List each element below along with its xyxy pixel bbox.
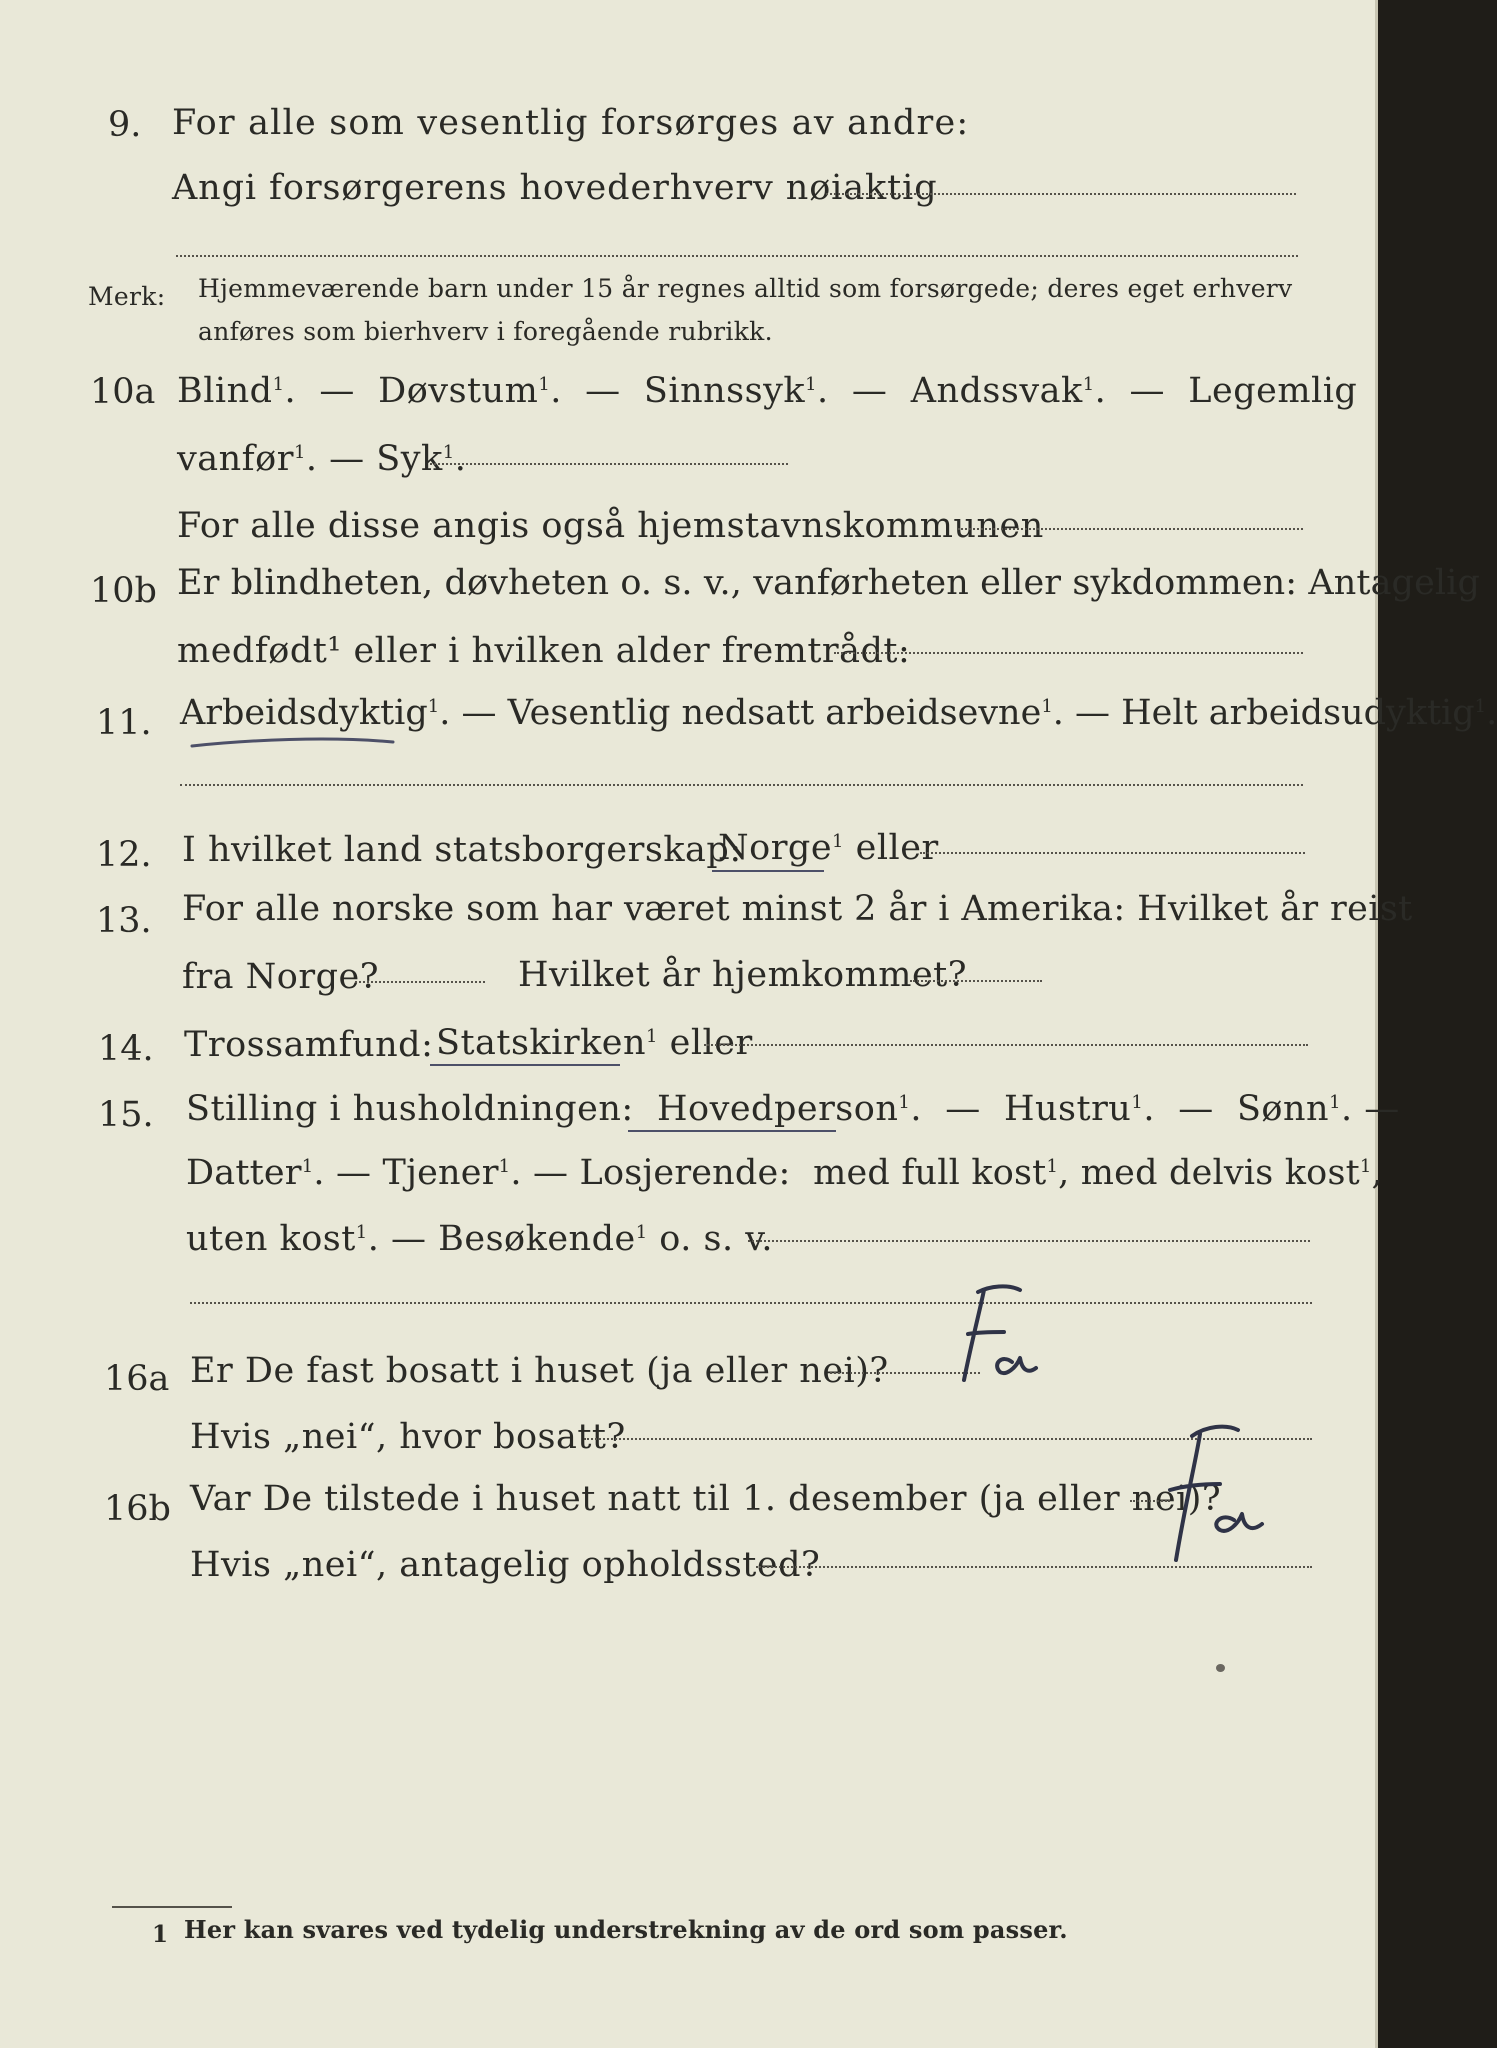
- q10b-line2: medfødt¹ eller i hvilken alder fremtrådt:: [177, 631, 911, 671]
- opt-udyktig: Helt arbeidsudyktig: [1121, 693, 1475, 733]
- q13-reist-line: [355, 981, 485, 983]
- q15-extra-line: [190, 1302, 1312, 1304]
- opt-dovstum: Døvstum: [378, 371, 539, 411]
- q14-answer-row: Statskirken$^1$ eller: [436, 1023, 753, 1063]
- q13-line2b: Hvilket år hjemkommet?: [518, 955, 968, 995]
- q9-answer-line: [826, 193, 1296, 195]
- q16a-handwritten-answer: [920, 1280, 1060, 1410]
- footnote-text: Her kan svares ved tydelig understrekning av de ord som passer.: [184, 1915, 1068, 1944]
- q10b-line1: Er blindheten, døvheten o. s. v., vanførheten eller sykdommen: Antagelig: [177, 563, 1480, 603]
- merk-line1: Hjemmeværende barn under 15 år regnes alltid som forsørgede; deres eget erhverv: [198, 274, 1293, 303]
- q16a-line2: Hvis „nei“, hvor bosatt?: [190, 1417, 626, 1457]
- opt-hovedperson: Hovedperson: [656, 1089, 899, 1129]
- opt-vanfor: vanfør: [177, 439, 294, 479]
- q9-line1: For alle som vesentlig forsørges av andre:: [172, 103, 970, 143]
- q12-text: I hvilket land statsborgerskap:: [182, 830, 742, 870]
- footnote-rule: [112, 1906, 232, 1908]
- opt-meddelvis: med delvis kost: [1080, 1153, 1360, 1193]
- footnote-mark: 1: [152, 1921, 169, 1948]
- opt-syk: Syk: [376, 439, 443, 479]
- q10b-number: 10b: [90, 571, 157, 611]
- ink-spot: [1216, 1664, 1225, 1672]
- opt-arbeidsdyktig: Arbeidsdyktig: [180, 693, 428, 733]
- q15-answer-line: [748, 1240, 1310, 1242]
- q16a-line1: Er De fast bosatt i huset (ja eller nei)?: [190, 1351, 889, 1391]
- q12-eller: eller: [855, 828, 939, 868]
- q14-text: Trossamfund:: [184, 1025, 434, 1065]
- q11-row: Arbeidsdyktig$^1$. — Vesentlig nedsatt arbeidsevne$^1$. — Helt arbeidsudyktig$^1$.: [180, 693, 1497, 733]
- opt-sonn: Sønn: [1236, 1089, 1330, 1129]
- opt-andssvak: Andssvak: [910, 371, 1083, 411]
- opt-losjerende: Losjerende:: [579, 1153, 791, 1193]
- q10b-answer-line: [834, 652, 1303, 654]
- q16b-line1: Var De tilstede i huset natt til 1. desember (ja eller nei)?: [190, 1479, 1222, 1519]
- q13-number: 13.: [96, 901, 152, 941]
- merk-label: Merk:: [88, 282, 166, 311]
- q12-answer-row: Norge$^1$ eller: [718, 828, 939, 868]
- q16b-handwritten-answer: [1130, 1420, 1290, 1570]
- opt-besokende: Besøkende: [438, 1219, 636, 1259]
- q14-answer-line: [704, 1044, 1308, 1046]
- q9-number: 9.: [108, 105, 142, 145]
- q14-statskirken: Statskirken: [436, 1023, 647, 1063]
- q12-underline-norge: [712, 870, 824, 872]
- merk-line2: anføres som bierhverv i foregående rubrikk.: [198, 317, 773, 346]
- q15-number: 15.: [98, 1095, 154, 1135]
- q10a-row1: Blind$^1$. — Døvstum$^1$. — Sinnssyk$^1$. — Andssvak$^1$. — Legemlig: [177, 371, 1358, 411]
- q11-number: 11.: [96, 703, 152, 743]
- q13-hjemkommet-line: [910, 980, 1042, 982]
- opt-legemlig: Legemlig: [1188, 371, 1358, 411]
- q10a-hjemstavn-line: [958, 528, 1303, 530]
- q15-osv: o. s. v.: [659, 1219, 773, 1259]
- q13-line1: For alle norske som har været minst 2 år i Amerika: Hvilket år reist: [182, 889, 1413, 929]
- opt-blind: Blind: [177, 371, 273, 411]
- q12-number: 12.: [96, 835, 152, 875]
- opt-datter: Datter: [186, 1153, 302, 1193]
- q10a-number: 10a: [90, 372, 156, 412]
- opt-hustru: Hustru: [1003, 1089, 1132, 1129]
- q12-norge: Norge: [718, 828, 833, 868]
- opt-tjener: Tjener: [382, 1153, 499, 1193]
- opt-nedsatt: Vesentlig nedsatt arbeidsevne: [507, 693, 1042, 733]
- q14-underline-statskirken: [430, 1064, 620, 1066]
- q15-text: Stilling i husholdningen:: [186, 1089, 634, 1129]
- q16b-number: 16b: [104, 1489, 171, 1529]
- q10a-row2: vanfør$^1$. — Syk$^1$.: [177, 439, 467, 479]
- q15-row3: uten kost$^1$. — Besøkende$^1$ o. s. v.: [186, 1219, 773, 1259]
- q9-line2: Angi forsørgerens hovederhverv nøiaktig: [172, 168, 938, 208]
- opt-medfull: med full kost: [813, 1153, 1047, 1193]
- q12-answer-line: [920, 852, 1305, 854]
- q14-eller: eller: [669, 1023, 753, 1063]
- opt-utenkost: uten kost: [186, 1219, 356, 1259]
- q16a-number: 16a: [104, 1359, 170, 1399]
- q10a-line3: For alle disse angis også hjemstavnskommunen: [177, 506, 1044, 546]
- q11-extra-line: [180, 784, 1303, 786]
- q15-underline-hovedperson: [628, 1130, 836, 1132]
- q11-handwritten-underline: [188, 730, 398, 754]
- q10a-answer-line: [430, 463, 788, 465]
- q9-extra-line: [176, 255, 1298, 257]
- opt-sinnssyk: Sinnssyk: [643, 371, 806, 411]
- q16b-line2: Hvis „nei“, antagelig opholdssted?: [190, 1545, 821, 1585]
- q15-row2: Datter$^1$. — Tjener$^1$. — Losjerende: med full kost$^1$, med delvis kost$^1$,: [186, 1153, 1383, 1193]
- q13-line2a: fra Norge?: [182, 957, 379, 997]
- q14-number: 14.: [98, 1029, 154, 1069]
- q15-row1: Stilling i husholdningen: Hovedperson$^1$. — Hustru$^1$. — Sønn$^1$. —: [186, 1089, 1400, 1129]
